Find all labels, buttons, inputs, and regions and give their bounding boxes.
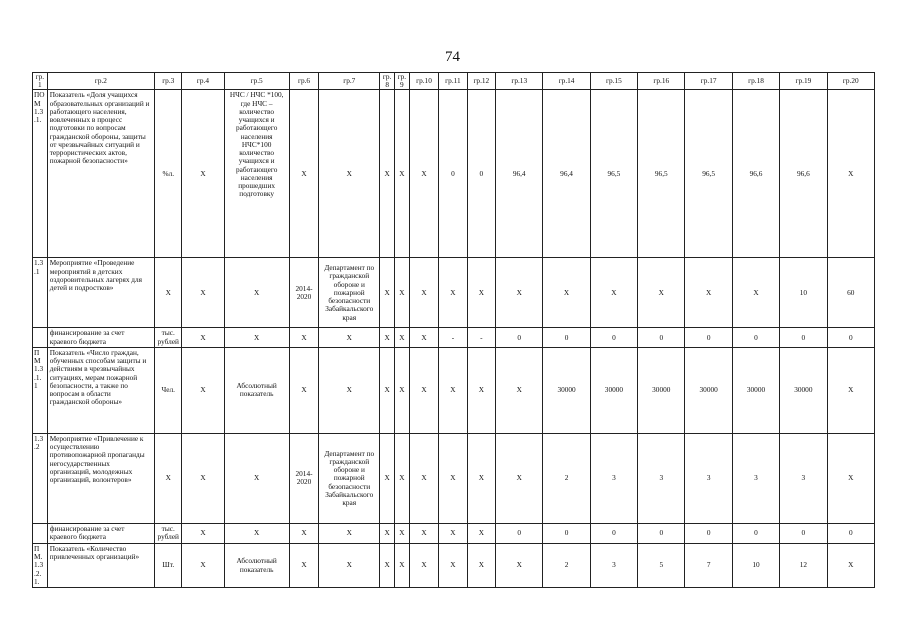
table-cell: Х	[638, 258, 685, 328]
table-cell: 96,6	[732, 90, 779, 258]
table-cell: Х	[496, 543, 543, 587]
table-cell: 96,5	[590, 90, 637, 258]
page-number: 74	[445, 49, 460, 65]
table-cell: 96,6	[780, 90, 827, 258]
table-cell: Х	[289, 523, 318, 543]
table-cell: Х	[395, 90, 410, 258]
table-cell: 0	[590, 523, 637, 543]
column-header: гр.2	[47, 73, 154, 90]
column-header: гр.15	[590, 73, 637, 90]
table-cell: 0	[780, 523, 827, 543]
table-cell: 0	[685, 523, 732, 543]
table-cell: 0	[827, 328, 874, 347]
table-cell: Х	[182, 543, 224, 587]
table-cell: 0	[685, 328, 732, 347]
table-cell: Х	[224, 523, 289, 543]
table-row	[33, 523, 875, 543]
table-cell: Х	[409, 258, 438, 328]
table-cell: 10	[780, 258, 827, 328]
table-cell: Х	[395, 543, 410, 587]
table-cell: Х	[409, 328, 438, 347]
table-row	[33, 543, 875, 587]
table-cell: Х	[380, 258, 395, 328]
table-cell: Х	[496, 347, 543, 433]
indicator-table	[32, 72, 875, 588]
table-cell: Х	[827, 90, 874, 258]
table-cell: Х	[182, 90, 224, 258]
table-cell: Х	[543, 258, 590, 328]
table-cell: 0	[543, 328, 590, 347]
table-cell: Х	[224, 433, 289, 523]
header-row	[33, 73, 875, 90]
column-header: гр.5	[224, 73, 289, 90]
table-cell: 3	[685, 433, 732, 523]
row-description: Показатель «Количество привлеченных организаций»	[47, 543, 154, 587]
table-cell: 3	[638, 433, 685, 523]
table-cell: Х	[827, 543, 874, 587]
table-cell: Х	[827, 433, 874, 523]
table-cell: 3	[732, 433, 779, 523]
table-cell: Х	[467, 543, 495, 587]
table-cell: Х	[439, 433, 467, 523]
table-cell: тыс. рублей	[155, 328, 182, 347]
table-cell: Х	[289, 543, 318, 587]
table-cell: Шт.	[155, 543, 182, 587]
table-cell: Х	[380, 90, 395, 258]
table-cell: Х	[319, 328, 380, 347]
table-cell: Х	[155, 433, 182, 523]
column-header: гр.6	[289, 73, 318, 90]
table-cell: Х	[182, 347, 224, 433]
table-cell: Х	[182, 328, 224, 347]
table-cell: Х	[395, 433, 410, 523]
table-cell: 30000	[780, 347, 827, 433]
table-row	[33, 347, 875, 433]
row-code: ПОМ 1.3.1.	[33, 90, 48, 258]
table-cell: Х	[467, 433, 495, 523]
table-cell: Х	[732, 258, 779, 328]
table-cell: Х	[319, 347, 380, 433]
column-header: гр.12	[467, 73, 495, 90]
table-cell: Х	[409, 543, 438, 587]
table-cell: Х	[439, 347, 467, 433]
table-cell: Х	[182, 523, 224, 543]
table-cell: 2	[543, 433, 590, 523]
table-cell: Х	[439, 523, 467, 543]
table-cell: Х	[409, 347, 438, 433]
column-header: гр.4	[182, 73, 224, 90]
row-description: Показатель «Число граждан, обученных способам защиты и действиям в чрезвычайных ситуациях, мерам пожарной безопасности, а также по вопросам в области гражданской обороны»	[47, 347, 154, 433]
table-cell: 2014-2020	[289, 433, 318, 523]
row-description: финансирование за счет краевого бюджета	[47, 523, 154, 543]
table-cell: Х	[685, 258, 732, 328]
table-cell: Х	[467, 258, 495, 328]
table-cell: Х	[380, 328, 395, 347]
row-code: 1.3.1	[33, 258, 48, 328]
column-header: гр.1	[33, 73, 48, 90]
table-cell: 96,5	[685, 90, 732, 258]
table-cell: 30000	[543, 347, 590, 433]
table-cell: Х	[395, 328, 410, 347]
column-header: гр.3	[155, 73, 182, 90]
table-cell: 60	[827, 258, 874, 328]
table-cell: 96,5	[638, 90, 685, 258]
table-cell: 7	[685, 543, 732, 587]
table-row	[33, 328, 875, 347]
table-cell: Х	[496, 258, 543, 328]
table-cell: 0	[638, 523, 685, 543]
table-cell: 2	[543, 543, 590, 587]
table-cell: 0	[732, 328, 779, 347]
row-description: финансирование за счет краевого бюджета	[47, 328, 154, 347]
table-cell: 30000	[638, 347, 685, 433]
table-cell: Х	[289, 90, 318, 258]
table-cell: 0	[732, 523, 779, 543]
table-row	[33, 433, 875, 523]
table-cell: 96,4	[543, 90, 590, 258]
column-header: гр.18	[732, 73, 779, 90]
table-cell: 3	[780, 433, 827, 523]
table-cell: Х	[319, 523, 380, 543]
table-row	[33, 258, 875, 328]
row-code	[33, 523, 48, 543]
table-cell: Департамент по гражданской обороне и пожарной безопасности Забайкальского края	[319, 433, 380, 523]
table-cell: 0	[496, 328, 543, 347]
table-cell: Чел.	[155, 347, 182, 433]
table-cell: 0	[590, 328, 637, 347]
table-cell: 0	[439, 90, 467, 258]
table-cell: Департамент по гражданской обороне и пожарной безопасности Забайкальского края	[319, 258, 380, 328]
table-cell: 12	[780, 543, 827, 587]
row-description: Мероприятие «Привлечение к осуществлению противопожарной пропаганды негосударственных организаций, молодежных организаций, волонтеров»	[47, 433, 154, 523]
table-cell: Х	[439, 543, 467, 587]
table-cell: Х	[380, 433, 395, 523]
table-cell: 96,4	[496, 90, 543, 258]
column-header: гр.10	[409, 73, 438, 90]
table-cell: Х	[380, 347, 395, 433]
table-cell: Х	[155, 258, 182, 328]
table-cell: 30000	[732, 347, 779, 433]
table-cell: 0	[496, 523, 543, 543]
table-cell: Х	[319, 543, 380, 587]
table-cell: Х	[182, 433, 224, 523]
table-cell: Х	[319, 90, 380, 258]
table-cell: 2014-2020	[289, 258, 318, 328]
row-code: ПМ. 1.3.2. 1.	[33, 543, 48, 587]
table-cell: 0	[543, 523, 590, 543]
table-cell: Х	[409, 90, 438, 258]
table-cell: Х	[289, 328, 318, 347]
table-cell: 0	[780, 328, 827, 347]
table-cell: 30000	[685, 347, 732, 433]
table-cell: Х	[590, 258, 637, 328]
table-cell: 10	[732, 543, 779, 587]
table-cell: Абсолютный показатель	[224, 543, 289, 587]
table-cell: Абсолютный показатель	[224, 347, 289, 433]
table-cell: Х	[395, 347, 410, 433]
table-cell: Х	[496, 433, 543, 523]
table-cell: Х	[827, 347, 874, 433]
table-cell: НЧС / НЧС *100, где НЧС – количество учащихся и работающего населения НЧС*100 количество учащихся и работающего населения прошедших подготовку	[224, 90, 289, 258]
column-header: гр.19	[780, 73, 827, 90]
table-cell: Х	[395, 258, 410, 328]
table-cell: 0	[467, 90, 495, 258]
table-cell: Х	[380, 543, 395, 587]
column-header: гр.17	[685, 73, 732, 90]
column-header: гр.11	[439, 73, 467, 90]
row-code: 1.3.2	[33, 433, 48, 523]
column-header: гр.9	[395, 73, 410, 90]
row-description: Мероприятие «Проведение мероприятий в детских оздоровительных лагерях для детей и подростков»	[47, 258, 154, 328]
row-code: ПМ 1.3.1. 1	[33, 347, 48, 433]
table-cell: Х	[289, 347, 318, 433]
table-row	[33, 90, 875, 258]
table-cell: %л.	[155, 90, 182, 258]
table-cell: Х	[409, 433, 438, 523]
table-cell: тыс. рублей	[155, 523, 182, 543]
table-cell: 30000	[590, 347, 637, 433]
column-header: гр.8	[380, 73, 395, 90]
column-header: гр.16	[638, 73, 685, 90]
table-cell: Х	[395, 523, 410, 543]
column-header: гр.14	[543, 73, 590, 90]
table-cell: 0	[638, 328, 685, 347]
table-cell: 3	[590, 433, 637, 523]
table-cell: Х	[182, 258, 224, 328]
table-cell: Х	[467, 347, 495, 433]
table-cell: Х	[224, 258, 289, 328]
column-header: гр.7	[319, 73, 380, 90]
table-cell: 3	[590, 543, 637, 587]
table-cell: -	[467, 328, 495, 347]
table-cell: 0	[827, 523, 874, 543]
table-cell: 5	[638, 543, 685, 587]
table-cell: Х	[467, 523, 495, 543]
table-cell: -	[439, 328, 467, 347]
row-code	[33, 328, 48, 347]
table-cell: Х	[224, 328, 289, 347]
table-cell: Х	[380, 523, 395, 543]
column-header: гр.13	[496, 73, 543, 90]
column-header: гр.20	[827, 73, 874, 90]
row-description: Показатель «Доля учащихся образовательных организаций и работающего населения, вовлеченных в процесс подготовки по вопросам гражданской обороны, защиты от чрезвычайных ситуаций и террористических актов, пожарной безопасности»	[47, 90, 154, 258]
table-cell: Х	[439, 258, 467, 328]
table-cell: Х	[409, 523, 438, 543]
